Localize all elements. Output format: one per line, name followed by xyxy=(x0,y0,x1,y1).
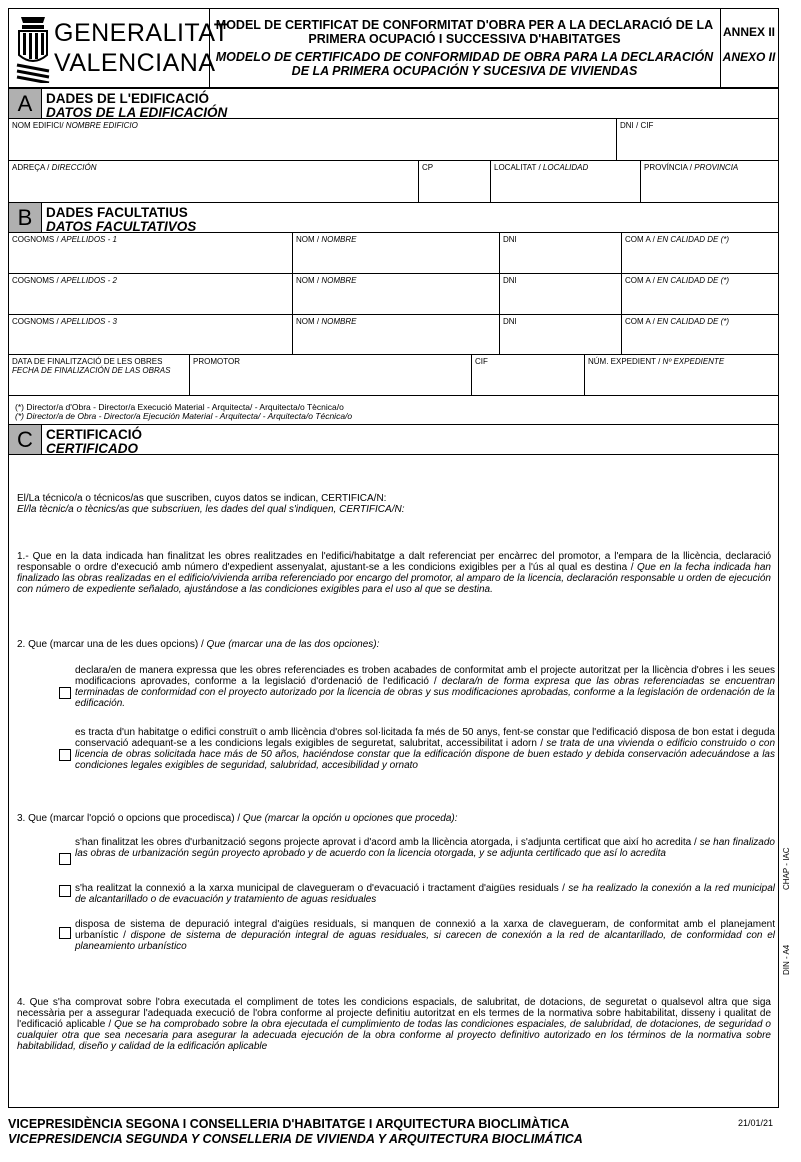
option-2a-checkbox[interactable] xyxy=(59,687,71,699)
name-field[interactable] xyxy=(293,233,500,273)
intro-spanish: El/La técnico/a o técnicos/as que suscriben, cuyos datos se indican, CERTIFICA/N: xyxy=(17,493,387,504)
dni-cif-field[interactable] xyxy=(617,119,778,160)
option-spanish: se han finalizado las obras de urbanización según proyecto aprobado y de acuerdo con la licencia otorgada, y se adjunta certificado que así lo acredita xyxy=(75,837,775,859)
title-spanish: MODELO DE CERTIFICADO DE CONFORMIDAD DE OBRA PARA LA DECLARACIÓN DE LA PRIMERA OCUPACIÓN Y SUCESIVA DE VIVIENDAS xyxy=(215,50,714,78)
surname-field[interactable] xyxy=(9,274,293,314)
name-field[interactable] xyxy=(293,315,500,354)
field-label: NOM / xyxy=(296,317,320,326)
field-label: NOM EDIFICI/ xyxy=(12,121,64,130)
field-label-es: APELLIDOS - 3 xyxy=(60,317,117,326)
option-3a-text xyxy=(75,837,775,859)
field-label: DNI xyxy=(503,276,517,285)
role-field[interactable] xyxy=(622,315,778,354)
field-label-es: NOMBRE EDIFICIO xyxy=(65,121,138,130)
field-label-es: NOMBRE xyxy=(321,235,357,244)
side-code-chap: CHAP - IAC xyxy=(782,847,791,890)
postal-code-field[interactable] xyxy=(419,161,491,202)
field-label: COM A / xyxy=(625,276,655,285)
section-letter: A xyxy=(9,89,42,118)
section-letter: C xyxy=(9,425,42,454)
option-spanish: declara/n de forma expresa que las obras referenciadas se encuentran terminadas de conformidad con el proyecto autorizado por la licencia de obras y sus modificaciones aprobadas, conforme a la legislación de ordenación de la edificación. xyxy=(75,676,776,709)
surname-field[interactable] xyxy=(9,315,293,354)
role-note-spanish: (*) Director/a de Obra - Director/a Ejecución Material - Arquitecta/ - Arquitecta/o Técnica/o xyxy=(15,411,353,421)
field-label-es: NOMBRE xyxy=(321,317,357,326)
field-label: COM A / xyxy=(625,317,655,326)
form-page xyxy=(8,8,779,1108)
completion-date-field[interactable] xyxy=(9,355,190,395)
role-field[interactable] xyxy=(622,233,778,273)
annex-spanish: ANEXO II xyxy=(722,50,776,64)
option-spanish: se ha realizado la conexión a la red municipal de alcantarillado o de evacuación y tratamiento de aguas residuales xyxy=(75,883,776,905)
dni-field[interactable] xyxy=(500,233,622,273)
section-letter: B xyxy=(9,203,42,232)
field-label: DATA DE FINALITZACIÓ DE LES OBRES xyxy=(12,357,163,366)
section-b-header xyxy=(9,203,778,233)
option-2b-checkbox[interactable] xyxy=(59,749,71,761)
field-label: ADREÇA / xyxy=(12,163,50,172)
clause-3-spanish: Que (marcar la opción u opciones que proceda): xyxy=(242,813,458,824)
building-name-field[interactable] xyxy=(9,119,617,160)
option-catalan: declara/en de manera expressa que les obres referenciades es troben acabades de conformitat amb el projecte autoritzat per la llicència d'obres i les seues modificacions aprovades, conforme a la legislació d'ordenació de l'edificació / xyxy=(75,665,775,687)
intro-catalan: El/la tècnic/a o tècnics/as que subscriuen, les dades del qual s'indiquen, CERTIFICA/N: xyxy=(17,504,405,515)
field-label: PROVÍNCIA / xyxy=(644,163,693,172)
option-3c-checkbox[interactable] xyxy=(59,927,71,939)
locality-field[interactable] xyxy=(491,161,641,202)
option-catalan: s'han finalitzat les obres d'urbanització segons projecte aprovat i d'acord amb la llicència atorgada, i s'adjunta certificat que així ho acredita / xyxy=(75,837,697,848)
technician-row-1 xyxy=(9,233,778,274)
form-header xyxy=(9,9,778,89)
clause-3 xyxy=(17,813,771,824)
field-label: COGNOMS / xyxy=(12,276,59,285)
footer-catalan: VICEPRESIDÈNCIA SEGONA I CONSELLERIA D'HABITATGE I ARQUITECTURA BIOCLIMÀTICA xyxy=(8,1117,570,1131)
footer-spanish: VICEPRESIDENCIA SEGUNDA Y CONSELLERIA DE VIVIENDA Y ARQUITECTURA BIOCLIMÁTICA xyxy=(8,1132,583,1146)
section-title-catalan: CERTIFICACIÓ xyxy=(46,427,142,442)
option-spanish: dispone de sistema de depuración integral de aguas residuales, si carecen de conexión a la red de alcantarillado, de conformidad con el planeamiento urbanístico xyxy=(75,930,775,952)
promoter-field[interactable] xyxy=(190,355,472,395)
clause-4-spanish: Que se ha comprobado sobre la obra ejecutada el cumplimiento de todas las condiciones espaciales, de salubridad, de dotaciones, de seguridad o cualquier otra que sea necesaria para asegurar la adecuada ejecución de la obra conforme al proyecto definitivo autorizado en los términos de la normativa sobre habitabilidad, diseño y calidad de la edificación aplicable xyxy=(17,1019,771,1052)
technician-row-2 xyxy=(9,274,778,315)
field-label-es: Nº EXPEDIENTE xyxy=(662,357,725,366)
role-notes xyxy=(9,396,778,425)
file-number-field[interactable] xyxy=(585,355,778,395)
clause-2-spanish: Que (marcar una de las dos opciones): xyxy=(206,639,380,650)
field-label-es: EN CALIDAD DE (*) xyxy=(657,317,730,326)
field-label: CP xyxy=(422,163,434,172)
intro-text xyxy=(17,493,771,515)
section-title-catalan: DADES DE L'EDIFICACIÓ xyxy=(46,91,209,106)
clause-3-catalan: 3. Que (marcar l'opció o opcions que procedisca) / xyxy=(17,813,241,824)
works-info-row xyxy=(9,355,778,396)
side-code-din: DIN - A4 xyxy=(782,944,791,975)
field-label: PROMOTOR xyxy=(193,357,240,366)
certification-body xyxy=(9,457,778,1107)
name-field[interactable] xyxy=(293,274,500,314)
role-note-catalan: (*) Director/a d'Obra - Director/a Execució Material - Arquitecta/ - Arquitecta/o Tècnica/o xyxy=(15,402,344,412)
title-catalan: MODEL DE CERTIFICAT DE CONFORMITAT D'OBRA PER A LA DECLARACIÓ DE LA PRIMERA OCUPACIÓ I SUCCESSIVA D'HABITATGES xyxy=(215,18,714,46)
field-label: COM A / xyxy=(625,235,655,244)
field-label-es: APELLIDOS - 1 xyxy=(60,235,117,244)
logo-line-1: GENERALITAT xyxy=(54,19,230,47)
clause-1-spanish: Que en la fecha indicada han finalizado las obras realizadas en el edificio/vivienda arriba referenciado por encargo del promotor, al amparo de la licencia, declaración responsable u orden de ejecución con número de expediente señalado, ajustándose a las condiciones exigibles para el uso al que se destina. xyxy=(17,562,771,595)
field-label: CIF xyxy=(475,357,488,366)
form-title xyxy=(209,9,721,87)
option-catalan: s'ha realitzat la connexió a la xarxa municipal de clavegueram o d'evacuació i tractament d'aigües residuals / xyxy=(75,883,565,894)
section-title-spanish: DATOS DE LA EDIFICACIÓN xyxy=(46,105,228,120)
clause-4 xyxy=(17,997,771,1052)
field-label-es: NOMBRE xyxy=(321,276,357,285)
form-date: 21/01/21 xyxy=(738,1118,774,1128)
field-label-es: EN CALIDAD DE (*) xyxy=(657,276,730,285)
logo-line-2: VALENCIANA xyxy=(54,49,216,77)
technician-row-3 xyxy=(9,315,778,355)
coat-of-arms-icon xyxy=(13,13,53,83)
field-label: NOM / xyxy=(296,276,320,285)
address-row xyxy=(9,161,778,203)
province-field[interactable] xyxy=(641,161,778,202)
option-3b-checkbox[interactable] xyxy=(59,885,71,897)
option-3c-text xyxy=(75,919,775,952)
clause-2-catalan: 2. Que (marcar una de les dues opcions) / xyxy=(17,639,204,650)
option-3b-text xyxy=(75,883,775,905)
field-label-es: EN CALIDAD DE (*) xyxy=(657,235,730,244)
field-label: COGNOMS / xyxy=(12,317,59,326)
field-label: NÚM. EXPEDIENT / xyxy=(588,357,661,366)
field-label: COGNOMS / xyxy=(12,235,59,244)
field-label-es: APELLIDOS - 2 xyxy=(60,276,117,285)
clause-4-catalan: 4. Que s'ha comprovat sobre l'obra executada el compliment de totes les condicions espacials, de salubritat, de dotacions, de seguretat o qualsevol altra que siga necessària per a assegurar l'adequada execució de l'obra conforme al projecte definitiu autoritzat en els termes de la normativa sobre habitabilitat, disseny i qualitat de l'edificació aplicable / xyxy=(17,997,771,1030)
section-c-header xyxy=(9,425,778,455)
field-label: DNI xyxy=(503,317,517,326)
field-label: DNI xyxy=(503,235,517,244)
field-label: DNI / CIF xyxy=(620,121,654,130)
address-field[interactable] xyxy=(9,161,419,202)
section-title-catalan: DADES FACULTATIUS xyxy=(46,205,188,220)
section-title-spanish: DATOS FACULTATIVOS xyxy=(46,219,197,234)
option-2a-text xyxy=(75,665,775,709)
field-label-es: PROVINCIA xyxy=(694,163,739,172)
field-label-es: DIRECCIÓN xyxy=(51,163,97,172)
cif-field[interactable] xyxy=(472,355,585,395)
annex-catalan: ANNEX II xyxy=(722,25,775,39)
section-a-header xyxy=(9,89,778,119)
generalitat-logo xyxy=(9,9,230,87)
clause-1 xyxy=(17,551,771,595)
field-label-es: FECHA DE FINALIZACIÓN DE LAS OBRAS xyxy=(12,366,171,375)
option-catalan: disposa de sistema de depuració integral d'aigües residuals, si manquen de connexió a la xarxa de clavegueram, de conformitat amb el planejament urbanístic / xyxy=(75,919,775,941)
field-label: LOCALITAT / xyxy=(494,163,541,172)
field-label-es: LOCALIDAD xyxy=(542,163,589,172)
section-title-spanish: CERTIFICADO xyxy=(46,441,139,456)
option-spanish: se trata de una vivienda o edificio construido o con licencia de obras solicitada hace más de 50 años, haciéndose constar que la edificación dispone de buen estado y debida conservación adecuándose a las condiciones legales exigibles de seguridad, salubridad, accesibilidad y ornato xyxy=(75,738,776,771)
role-field[interactable] xyxy=(622,274,778,314)
clause-2 xyxy=(17,639,771,650)
building-name-row xyxy=(9,119,778,161)
option-3a-checkbox[interactable] xyxy=(59,853,71,865)
surname-field[interactable] xyxy=(9,233,293,273)
clause-1-catalan: 1.- Que en la data indicada han finalitzat les obres realitzades en l'edifici/habitatge a dalt referenciat per encàrrec del promotor, a l'empara de la llicència, declaració responsable o ordre d'execució amb número d'expedient assenyalat, ajustant-se a les condicions exigibles per a l'ús al qual es destina / xyxy=(17,551,771,573)
dni-field[interactable] xyxy=(500,315,622,354)
field-label: NOM / xyxy=(296,235,320,244)
annex-label xyxy=(720,9,778,87)
dni-field[interactable] xyxy=(500,274,622,314)
option-catalan: es tracta d'un habitatge o edifici construït o amb llicència d'obres sol·licitada fa més de 50 anys, fent-se constar que l'edificació disposa de bon estat i deguda conservació adequant-se a les condicions legals exigibles de seguretat, salubritat, accessibilitat i adorn / xyxy=(75,727,775,749)
option-2b-text xyxy=(75,727,775,771)
